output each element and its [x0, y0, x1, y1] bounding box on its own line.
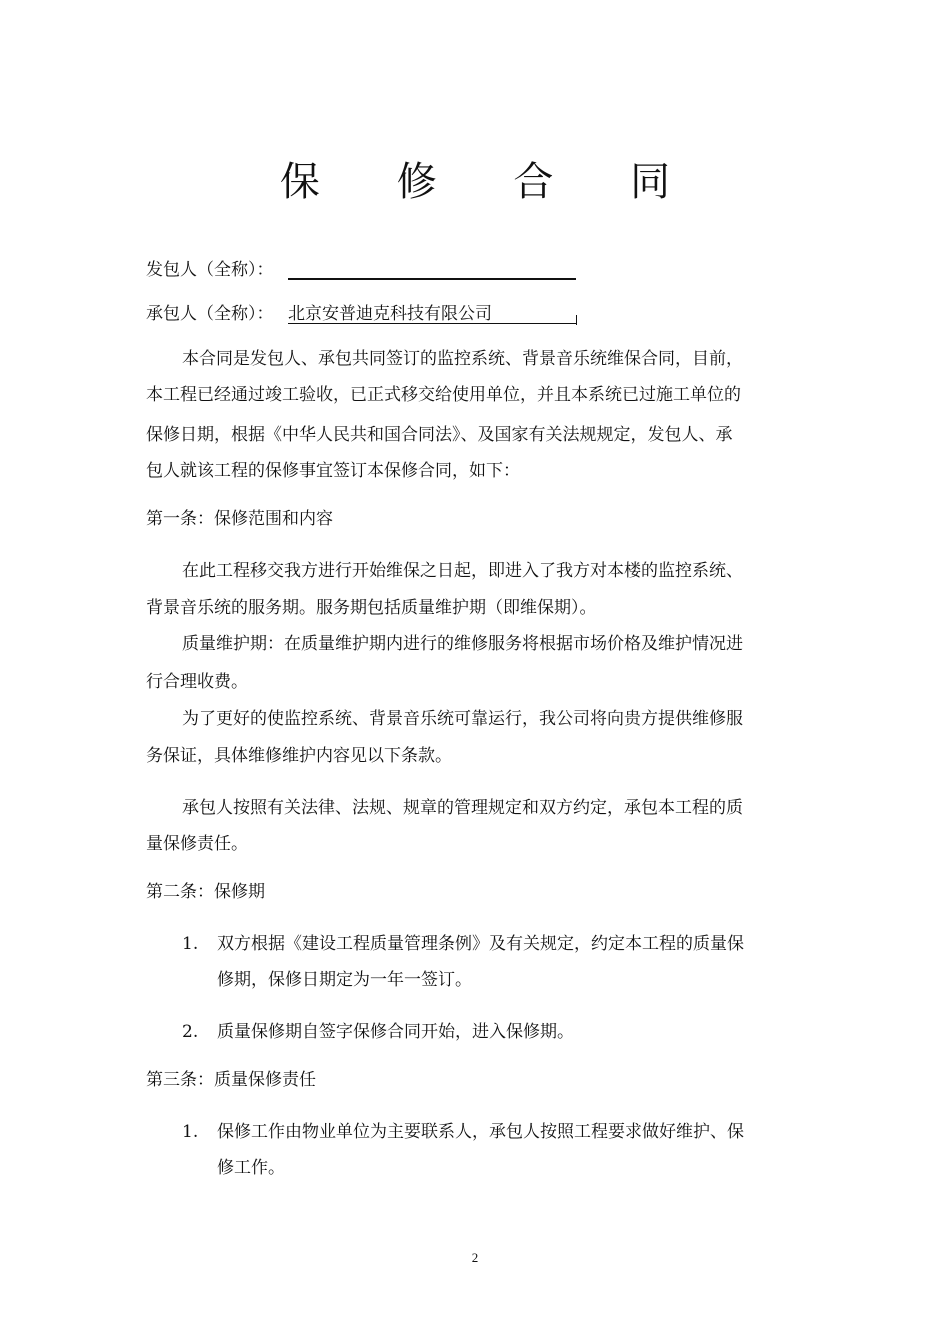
contractor-value: 北京安普迪克科技有限公司 [288, 304, 492, 324]
contractor-underline [288, 323, 576, 324]
article-1-para-line: 行合理收费。 [146, 672, 248, 692]
article-1-para-line: 为了更好的使监控系统、背景音乐统可靠运行，我公司将向贵方提供维修服 [182, 709, 743, 729]
list-item-line: 质量保修期自签字保修合同开始，进入保修期。 [217, 1022, 574, 1042]
article-1-heading: 第一条：保修范围和内容 [146, 509, 333, 529]
intro-line: 本工程已经通过竣工验收，已正式移交给使用单位，并且本系统已过施工单位的 [146, 385, 741, 405]
article-1-para-line: 务保证，具体维修维护内容见以下条款。 [146, 746, 452, 766]
list-item-line: 保修工作由物业单位为主要联系人，承包人按照工程要求做好维护、保 [217, 1122, 744, 1142]
intro-line: 保修日期，根据《中华人民共和国合同法》、及国家有关法规规定，发包人、承 [146, 425, 733, 445]
article-1-para-line: 承包人按照有关法律、法规、规章的管理规定和双方约定，承包本工程的质 [182, 798, 743, 818]
employer-label: 发包人（全称）： [146, 260, 274, 280]
page-number: 2 [471, 1250, 479, 1265]
list-item-line: 修工作。 [217, 1158, 285, 1178]
article-1-para-line: 在此工程移交我方进行开始维保之日起，即进入了我方对本楼的监控系统、 [182, 561, 743, 581]
intro-line: 本合同是发包人、承包共同签订的监控系统、背景音乐统维保合同，目前， [182, 349, 743, 369]
list-item-number: 1. [182, 934, 199, 954]
list-item-line: 双方根据《建设工程质量管理条例》及有关规定，约定本工程的质量保 [217, 934, 744, 954]
article-3-heading: 第三条：质量保修责任 [146, 1070, 316, 1090]
employer-underline [288, 278, 576, 280]
contractor-underline-tick [576, 315, 577, 325]
list-item-number: 2. [182, 1022, 199, 1042]
contractor-label: 承包人（全称）： [146, 304, 274, 324]
article-1-para-line: 质量维护期：在质量维护期内进行的维修服务将根据市场价格及维护情况进 [182, 634, 743, 654]
document-title: 保 修 合 同 [279, 159, 703, 205]
article-1-para-line: 背景音乐统的服务期。服务期包括质量维护期（即维保期）。 [146, 598, 597, 618]
intro-line: 包人就该工程的保修事宜签订本保修合同，如下： [146, 461, 520, 481]
list-item-number: 1. [182, 1122, 199, 1142]
article-1-para-line: 量保修责任。 [146, 834, 248, 854]
list-item-line: 修期，保修日期定为一年一签订。 [217, 970, 472, 990]
article-2-heading: 第二条：保修期 [146, 882, 265, 902]
